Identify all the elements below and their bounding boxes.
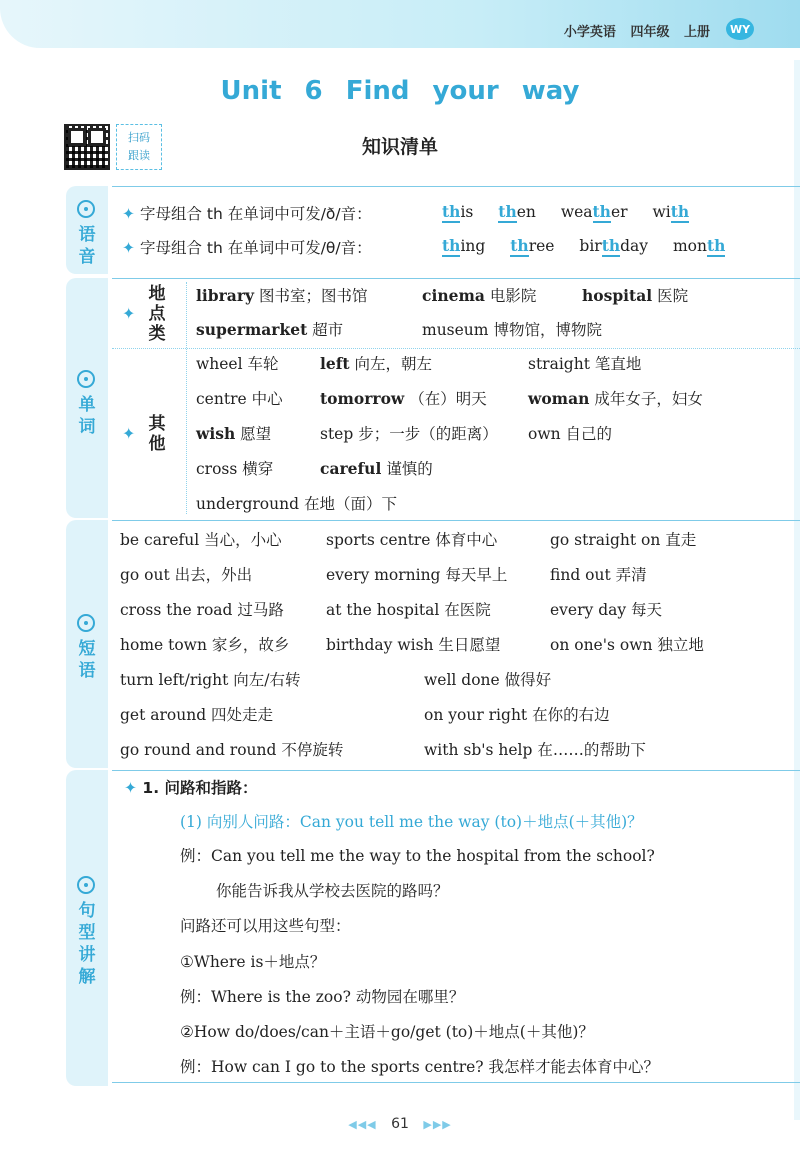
word: birthday: [579, 236, 649, 255]
vocab-item: woman 成年女子，妇女: [528, 389, 703, 408]
phrase-item: find out 弄清: [550, 566, 647, 584]
target-icon: [77, 200, 95, 218]
diamond-icon: ✦: [122, 424, 136, 443]
pron-words-1: [442, 202, 689, 221]
word: with: [652, 202, 690, 221]
phrase-item: be careful 当心，小心: [120, 531, 282, 549]
word: thing: [442, 236, 486, 255]
phrase-item: home town 家乡，故乡: [120, 636, 290, 654]
phrase-item: turn left/right 向左/右转: [120, 671, 301, 689]
diamond-icon: ✦: [124, 779, 137, 797]
vocab-item: hospital 医院: [582, 286, 689, 305]
phrase-item: go straight on 直走: [550, 531, 697, 549]
knowledge-list-title: 知识清单: [361, 136, 438, 158]
vocab-item: museum 博物馆，博物院: [422, 321, 602, 339]
pron-row-1: ✦ 字母组合 th 在单词中可发/ð/音：: [122, 205, 372, 223]
example-line: 例：How can I go to the sports centre? 我怎样才能去体育中心？: [180, 1058, 660, 1076]
pattern-line: ②How do/does/can＋主语＋go/get (to)＋地点(＋其他)？: [180, 1023, 594, 1041]
unit-title: Unit 6 Find your way: [220, 76, 580, 106]
note-line: 问路还可以用这些句型：: [180, 917, 351, 935]
right-arrows-icon: ▶▶▶: [423, 1118, 452, 1131]
phrase-item: go out 出去，外出: [120, 566, 253, 584]
tab-label: 语 音: [78, 225, 96, 267]
word: then: [498, 202, 536, 221]
divider: [112, 278, 800, 279]
divider: [112, 186, 800, 187]
word: weather: [560, 202, 628, 221]
vocab-item: wheel 车轮: [196, 355, 279, 373]
diamond-icon: ✦: [122, 205, 135, 223]
tab-phrases: [66, 520, 108, 768]
phrase-item: on your right 在你的右边: [424, 706, 610, 724]
phrase-item: on one's own 独立地: [550, 636, 704, 654]
vocab-item: cross 横穿: [196, 460, 274, 478]
vocab-item: straight 笔直地: [528, 355, 642, 373]
example-line: 例：Where is the zoo? 动物园在哪里？: [180, 988, 465, 1006]
column-divider: [186, 282, 187, 514]
vocab-item: own 自己的: [528, 425, 613, 443]
phrases-section: [66, 520, 800, 768]
tab-vocab: [66, 278, 108, 518]
phrase-item: every morning 每天早上: [326, 566, 508, 584]
example-line: 例：Can you tell me the way to the hospital from the school?: [180, 847, 655, 865]
vocab-item: supermarket 超市: [196, 320, 344, 339]
divider: [112, 348, 800, 349]
phrase-item: at the hospital 在医院: [326, 601, 491, 619]
tab-sentences: [66, 770, 108, 1086]
header-info: 小学英语 四年级 上册: [563, 25, 710, 40]
divider: [112, 520, 800, 521]
edition-badge: WY: [726, 18, 754, 40]
pron-words-2: [442, 236, 725, 255]
vocab-item: wish 愿望: [196, 424, 272, 443]
sentence-heading: ✦ 1. 问路和指路：: [124, 779, 258, 797]
divider: [112, 1082, 800, 1083]
target-icon: [77, 370, 95, 388]
phrase-item: get around 四处走走: [120, 706, 274, 724]
target-icon: [77, 614, 95, 632]
tab-label: 单 词: [78, 395, 96, 437]
word: three: [510, 236, 555, 255]
vocab-item: step 步；一步（的距离）: [320, 425, 498, 443]
pron-row-2: ✦ 字母组合 th 在单词中可发/θ/音：: [122, 239, 372, 257]
sentence-subheading: (1) 向别人问路：Can you tell me the way (to)＋地点(＋其他)？: [180, 813, 643, 831]
category-place: 地 点 类: [148, 284, 166, 344]
scan-read-label: 扫码 跟读: [116, 124, 162, 170]
category-other: 其 他: [148, 414, 166, 454]
sentences-section: [66, 770, 800, 1086]
phrase-item: every day 每天: [550, 601, 663, 619]
vocab-item: underground 在地（面）下: [196, 495, 397, 513]
phrase-item: sports centre 体育中心: [326, 531, 498, 549]
divider: [112, 770, 800, 771]
vocab-item: cinema 电影院: [422, 286, 537, 305]
tab-pronunciation: [66, 186, 108, 274]
vocab-section: [66, 278, 800, 518]
vocab-item: careful 谨慎的: [320, 459, 433, 478]
diamond-icon: ✦: [122, 239, 135, 257]
vocab-item: left 向左，朝左: [320, 354, 433, 373]
page-footer: [0, 1116, 800, 1132]
tab-label: 短 语: [78, 639, 96, 681]
example-translation: 你能告诉我从学校去医院的路吗？: [216, 882, 449, 900]
target-icon: [77, 876, 95, 894]
phrase-item: well done 做得好: [424, 671, 552, 689]
phrase-item: birthday wish 生日愿望: [326, 636, 501, 654]
phrase-item: go round and round 不停旋转: [120, 741, 344, 759]
phrase-item: with sb's help 在……的帮助下: [424, 741, 646, 759]
tab-label: 句 型 讲 解: [78, 901, 96, 987]
left-arrows-icon: ◀◀◀: [348, 1118, 377, 1131]
vocab-item: centre 中心: [196, 390, 283, 408]
diamond-icon: ✦: [122, 304, 136, 323]
word: this: [442, 202, 474, 221]
pronunciation-section: [66, 186, 800, 274]
vocab-item: tomorrow （在）明天: [320, 389, 487, 408]
phrase-item: cross the road 过马路: [120, 601, 284, 619]
page-number: 61: [391, 1116, 409, 1132]
pattern-line: ①Where is＋地点？: [180, 953, 326, 971]
vocab-item: library 图书室；图书馆: [196, 286, 368, 305]
word: month: [672, 236, 726, 255]
